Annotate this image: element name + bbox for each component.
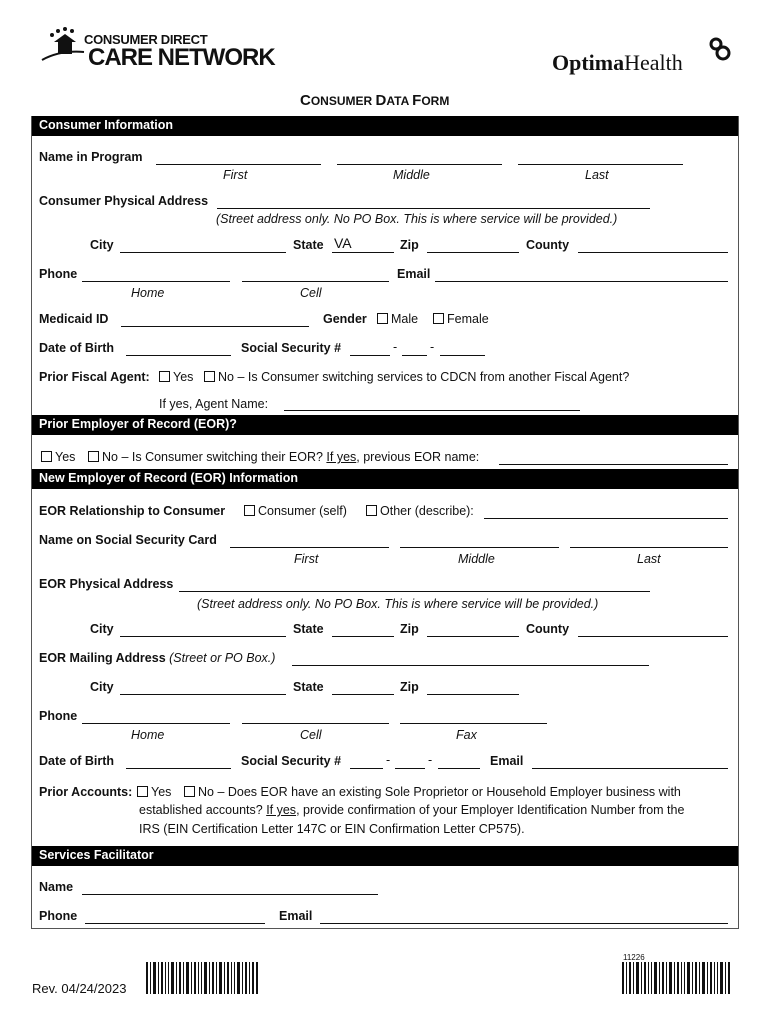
previous-eor-name-field[interactable] [499, 464, 728, 465]
cell-phone-field[interactable] [242, 281, 389, 282]
eor-mailing-field[interactable] [292, 665, 649, 666]
eor-mail-state-field[interactable] [332, 694, 394, 695]
new-eor-header: New Employer of Record (EOR) Information [32, 469, 738, 489]
eor-last-name-field[interactable] [570, 547, 728, 548]
prior-accounts-yes[interactable]: Yes [137, 785, 171, 799]
eor-ssn-part2-field[interactable] [395, 768, 425, 769]
revision-date: Rev. 04/24/2023 [32, 981, 127, 996]
sf-name-field[interactable] [82, 894, 378, 895]
male-checkbox[interactable] [377, 313, 388, 324]
eor-county-label: County [526, 622, 570, 636]
prior-accounts-line3: IRS (EIN Certification Letter 147C or EIN Confirmation Letter CP575). [139, 822, 525, 836]
prior-fiscal-yes[interactable]: Yes [159, 370, 193, 384]
form-number: 11226 [623, 953, 645, 962]
cell-caption: Cell [300, 286, 322, 300]
eor-mailing-label-group [39, 651, 275, 665]
logo-line1: CONSUMER DIRECT [84, 32, 208, 47]
prior-eor-yes[interactable]: Yes [41, 450, 75, 464]
city-label: City [90, 238, 114, 252]
dob-field[interactable] [126, 355, 231, 356]
ssn-dash1: - [393, 340, 398, 354]
eor-fax-field[interactable] [400, 723, 547, 724]
services-facilitator-header: Services Facilitator [32, 846, 738, 866]
zip-field[interactable] [427, 252, 519, 253]
eor-address-label: EOR Physical Address [39, 577, 174, 591]
eor-dob-label: Date of Birth [39, 754, 114, 768]
medicaid-label: Medicaid ID [39, 312, 109, 326]
barcode-right [622, 962, 730, 994]
female-checkbox[interactable] [433, 313, 444, 324]
state-value: VA [334, 235, 352, 251]
eor-zip-label: Zip [400, 622, 419, 636]
eor-phone-label: Phone [39, 709, 78, 723]
prior-accounts-line2: established accounts? If yes, provide confirmation of your Employer Identification Number from the [139, 803, 685, 817]
eor-county-field[interactable] [578, 636, 728, 637]
eor-ssn-dash1: - [386, 753, 391, 767]
eor-email-label: Email [490, 754, 524, 768]
eor-mail-zip-label: Zip [400, 680, 419, 694]
ssn-dash2: - [430, 340, 435, 354]
ss-name-label: Name on Social Security Card [39, 533, 217, 547]
optima-health-logo [552, 50, 683, 76]
state-field[interactable] [332, 252, 394, 253]
logo-line2: CARE NETWORK [88, 44, 275, 71]
prior-eor-no-checkbox[interactable] [88, 451, 99, 462]
sf-phone-field[interactable] [85, 923, 265, 924]
eor-consumer-self-option[interactable]: Consumer (self) [244, 504, 347, 518]
logo-health: Health [624, 50, 683, 75]
logo-optima: Optima [552, 50, 625, 75]
eor-middle-name-field[interactable] [400, 547, 559, 548]
eor-home-caption: Home [131, 728, 165, 742]
agent-name-field[interactable] [284, 410, 580, 411]
eor-other-checkbox[interactable] [366, 505, 377, 516]
prior-eor-no[interactable]: No – Is Consumer switching their EOR? If yes, previous EOR name: [88, 450, 479, 464]
eor-email-field[interactable] [532, 768, 728, 769]
eor-state-label: State [293, 622, 324, 636]
ssn-label: Social Security # [241, 341, 342, 355]
eor-last-caption: Last [637, 552, 661, 566]
eor-middle-caption: Middle [458, 552, 495, 566]
consumer-info-header: Consumer Information [32, 116, 738, 136]
home-phone-field[interactable] [82, 281, 230, 282]
email-field[interactable] [435, 281, 728, 282]
male-option[interactable]: Male [377, 312, 418, 326]
agent-name-label: If yes, Agent Name: [159, 397, 269, 411]
consumer-address-label: Consumer Physical Address [39, 194, 209, 208]
eor-zip-field[interactable] [427, 636, 519, 637]
zip-label: Zip [400, 238, 419, 252]
ssn-part3-field[interactable] [440, 355, 485, 356]
sf-email-field[interactable] [320, 923, 728, 924]
consumer-address-note: (Street address only. No PO Box. This is where service will be provided.) [216, 212, 618, 226]
city-field[interactable] [120, 252, 286, 253]
eor-first-caption: First [294, 552, 319, 566]
ssn-part1-field[interactable] [350, 355, 390, 356]
consumer-address-field[interactable] [217, 208, 650, 209]
eor-state-field[interactable] [332, 636, 394, 637]
eor-mailing-label: EOR Mailing Address [39, 651, 166, 665]
prior-eor-header: Prior Employer of Record (EOR)? [32, 415, 738, 435]
eor-ssn-dash2: - [428, 753, 433, 767]
middle-name-field[interactable] [337, 164, 502, 165]
last-name-field[interactable] [518, 164, 683, 165]
middle-caption: Middle [393, 168, 430, 182]
ssn-part2-field[interactable] [402, 355, 427, 356]
eor-ssn-label: Social Security # [241, 754, 342, 768]
gender-label: Gender [323, 312, 367, 326]
name-label: Name in Program [39, 150, 143, 164]
eor-first-name-field[interactable] [230, 547, 389, 548]
page-title: CONSUMER DATA FORM [300, 92, 450, 109]
prior-accounts-label: Prior Accounts: [39, 785, 133, 799]
eor-home-phone-field[interactable] [82, 723, 230, 724]
phone-label: Phone [39, 267, 78, 281]
dob-label: Date of Birth [39, 341, 114, 355]
cdcn-logo [40, 26, 275, 71]
prior-fiscal-no-checkbox[interactable] [204, 371, 215, 382]
sf-name-label: Name [39, 880, 74, 894]
prior-accounts-no-checkbox[interactable] [184, 786, 195, 797]
sf-phone-label: Phone [39, 909, 78, 923]
prior-fiscal-label: Prior Fiscal Agent: [39, 370, 150, 384]
eor-fax-caption: Fax [456, 728, 477, 742]
eor-address-note: (Street address only. No PO Box. This is where service will be provided.) [197, 597, 599, 611]
email-label: Email [397, 267, 431, 281]
eor-mail-zip-field[interactable] [427, 694, 519, 695]
medicaid-field[interactable] [121, 326, 309, 327]
home-caption: Home [131, 286, 165, 300]
eor-consumer-self-checkbox[interactable] [244, 505, 255, 516]
state-label: State [293, 238, 324, 252]
prior-accounts-no[interactable]: No – Does EOR have an existing Sole Proprietor or Household Employer business with [184, 785, 681, 799]
eor-city-label: City [90, 622, 114, 636]
eor-mailing-note: (Street or PO Box.) [169, 651, 276, 665]
eor-mail-city-field[interactable] [120, 694, 286, 695]
eor-city-field[interactable] [120, 636, 286, 637]
first-name-field[interactable] [156, 164, 321, 165]
barcode-left [146, 962, 258, 994]
eor-mail-state-label: State [293, 680, 324, 694]
eor-other-option[interactable]: Other (describe): [366, 504, 474, 518]
prior-eor-yes-checkbox[interactable] [41, 451, 52, 462]
female-option[interactable]: Female [433, 312, 489, 326]
prior-fiscal-no[interactable]: No – Is Consumer switching services to CDCN from another Fiscal Agent? [204, 370, 629, 384]
prior-accounts-yes-checkbox[interactable] [137, 786, 148, 797]
first-caption: First [223, 168, 248, 182]
eor-ssn-part3-field[interactable] [438, 768, 480, 769]
county-label: County [526, 238, 570, 252]
last-caption: Last [585, 168, 609, 182]
eor-ssn-part1-field[interactable] [350, 768, 383, 769]
eor-relationship-label: EOR Relationship to Consumer [39, 504, 226, 518]
county-field[interactable] [578, 252, 728, 253]
eor-address-field[interactable] [179, 591, 650, 592]
eor-other-field[interactable] [484, 518, 728, 519]
eor-cell-phone-field[interactable] [242, 723, 389, 724]
optima-mark-icon [708, 36, 732, 62]
eor-cell-caption: Cell [300, 728, 322, 742]
house-people-icon [40, 26, 86, 66]
sf-email-label: Email [279, 909, 313, 923]
eor-dob-field[interactable] [126, 768, 231, 769]
eor-mail-city-label: City [90, 680, 114, 694]
prior-fiscal-yes-checkbox[interactable] [159, 371, 170, 382]
